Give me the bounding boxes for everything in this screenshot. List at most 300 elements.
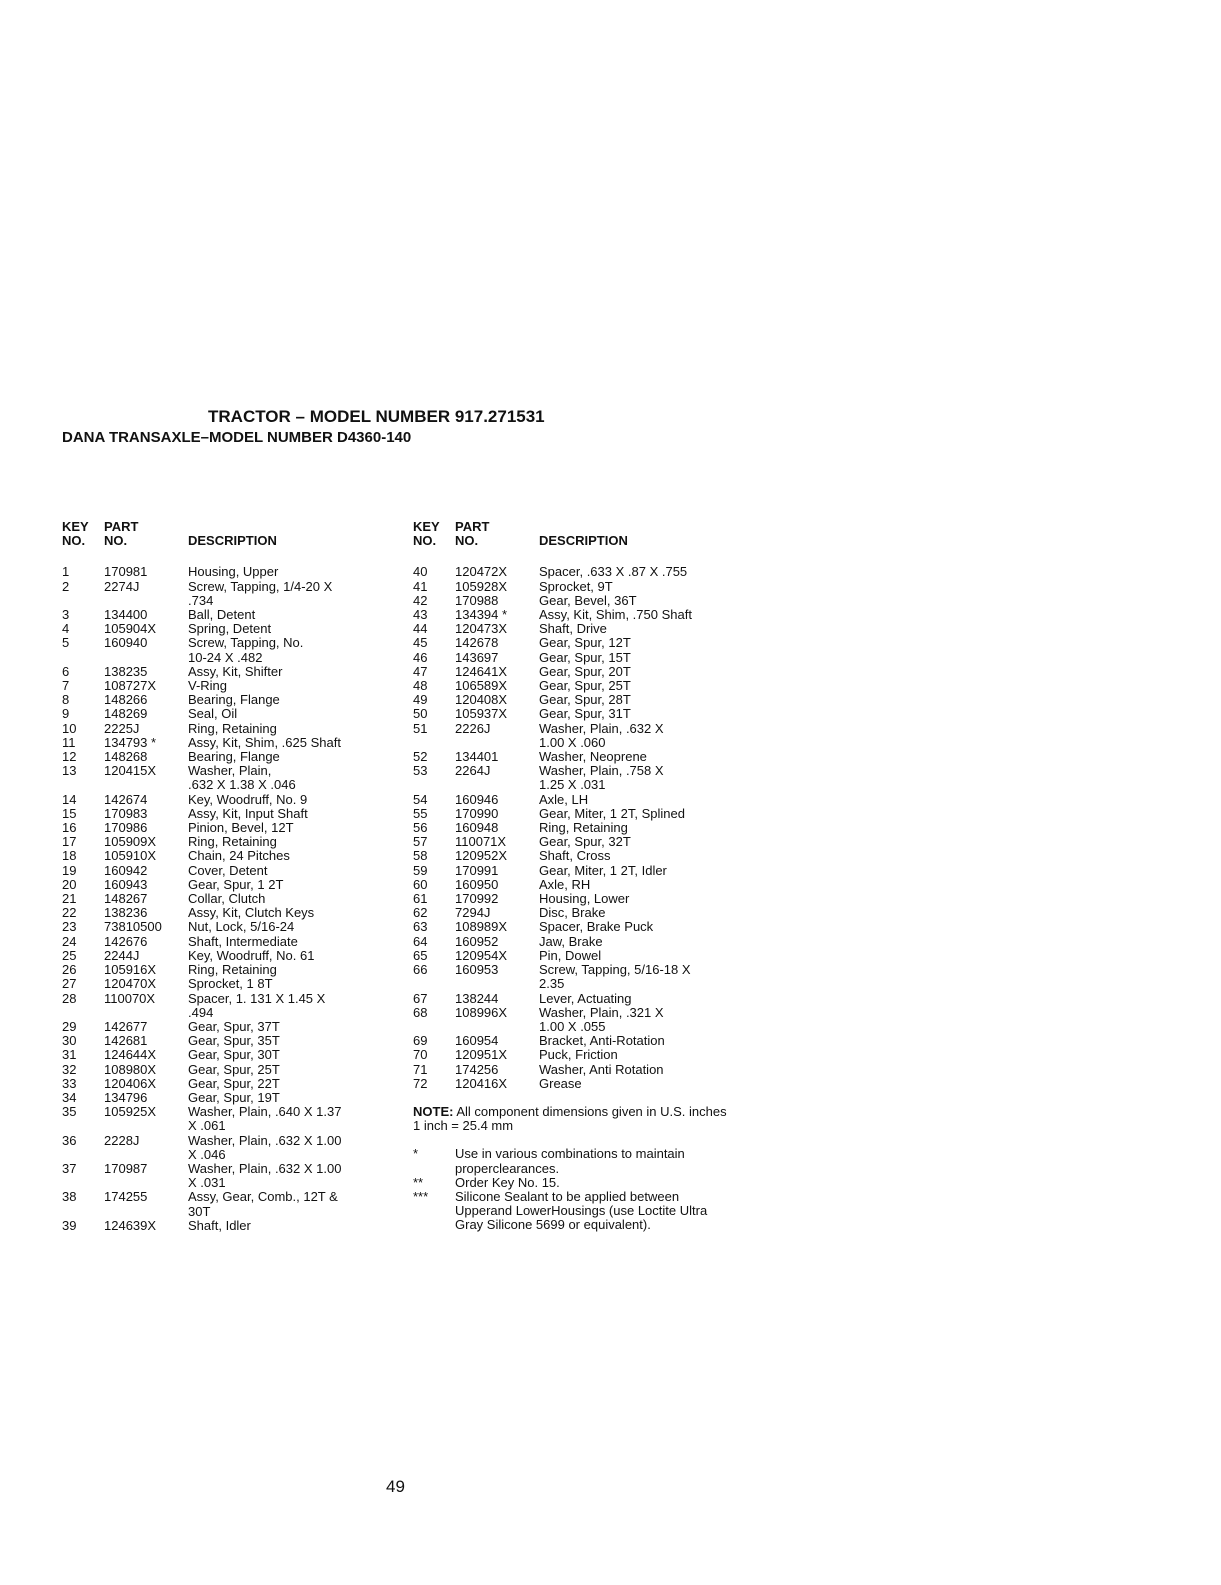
table-row [413, 608, 743, 622]
part-number: 106589X [455, 678, 508, 694]
part-number: 120415X [104, 763, 157, 779]
key-number: 31 [62, 1047, 77, 1063]
key-number: 30 [62, 1033, 77, 1049]
part-description: Gear, Spur, 20T [539, 663, 631, 679]
key-number: 21 [62, 891, 77, 907]
part-number: 138235 [104, 663, 148, 679]
key-number: 41 [413, 578, 428, 594]
key-number: 62 [413, 905, 428, 921]
key-number: 14 [62, 791, 77, 807]
part-description: Gear, Miter, 1 2T, Splined [539, 805, 685, 821]
key-number: 68 [413, 1004, 428, 1020]
key-number: 56 [413, 820, 428, 836]
part-description: Screw, Tapping, 1/4-20 X .734 [188, 578, 333, 608]
table-row [62, 679, 392, 693]
part-number: 120473X [455, 621, 508, 637]
part-description: Screw, Tapping, 5/16-18 X 2.35 [539, 962, 691, 992]
parts-rows-left [62, 565, 392, 1233]
part-description: Washer, Plain, .758 X 1.25 X .031 [539, 763, 664, 793]
table-row [413, 679, 743, 693]
part-number: 120952X [455, 848, 508, 864]
table-row [413, 807, 743, 821]
key-number: 50 [413, 706, 428, 722]
part-description: Seal, Oil [188, 706, 238, 722]
part-description: Housing, Upper [188, 564, 279, 580]
part-description: Assy, Gear, Comb., 12T & 30T [188, 1189, 338, 1219]
key-number: 37 [62, 1160, 77, 1176]
key-number: 38 [62, 1189, 77, 1205]
part-description: Sprocket, 9T [539, 578, 613, 594]
part-description: Bearing, Flange [188, 749, 280, 765]
part-number: 134394 * [455, 607, 508, 623]
part-description: Shaft, Drive [539, 621, 607, 637]
key-number: 53 [413, 763, 428, 779]
table-row [62, 608, 392, 622]
key-number: 39 [62, 1217, 77, 1233]
part-header-1: PART [455, 519, 490, 534]
part-number: 142678 [455, 635, 499, 651]
table-row [413, 764, 743, 792]
part-description: Shaft, Cross [539, 848, 611, 864]
part-number: 142681 [104, 1033, 148, 1049]
key-number: 1 [62, 564, 70, 580]
table-row [62, 736, 392, 750]
part-number: 120951X [455, 1047, 508, 1063]
part-description: Collar, Clutch [188, 891, 266, 907]
part-description: Ball, Detent [188, 607, 256, 623]
table-row [413, 1077, 743, 1091]
key-number: 65 [413, 947, 428, 963]
part-number: 134796 [104, 1089, 148, 1105]
part-number: 110071X [455, 834, 507, 850]
part-number: 160942 [104, 862, 148, 878]
table-row [62, 864, 392, 878]
part-number: 148266 [104, 692, 148, 708]
footnote-text: Silicone Sealant to be applied between Upperand LowerHousings (use Loctite Ultra Gray Silicone 5699 or equivalent). [455, 1188, 708, 1233]
key-number: 49 [413, 692, 428, 708]
part-description: Disc, Brake [539, 905, 606, 921]
part-description: Gear, Spur, 32T [539, 834, 631, 850]
part-number: 120472X [455, 564, 508, 580]
table-row [62, 1190, 392, 1218]
table-row [62, 1219, 392, 1233]
description-header: DESCRIPTION [188, 533, 277, 549]
footnote-symbol: * [413, 1146, 419, 1162]
table-row [62, 977, 392, 991]
part-description: Spacer, Brake Puck [539, 919, 654, 935]
table-row [62, 722, 392, 736]
part-number: 138244 [455, 990, 499, 1006]
table-row [413, 1006, 743, 1034]
part-number: 148268 [104, 749, 148, 765]
note-text: All component dimensions given in U.S. inches 1 inch = 25.4 mm [413, 1103, 727, 1134]
key-number: 52 [413, 749, 428, 765]
part-number: 160948 [455, 820, 499, 836]
part-description: Washer, Plain, .632 X 1.38 X .046 [188, 763, 296, 793]
table-row [62, 1034, 392, 1048]
part-description: Washer, Neoprene [539, 749, 647, 765]
part-description: Gear, Spur, 15T [539, 649, 631, 665]
part-description: Spacer, .633 X .87 X .755 [539, 564, 688, 580]
key-number: 40 [413, 564, 428, 580]
table-row [62, 793, 392, 807]
table-row [413, 878, 743, 892]
part-description: Bracket, Anti-Rotation [539, 1033, 665, 1049]
part-description: Gear, Spur, 28T [539, 692, 631, 708]
footnote-text: Order Key No. 15. [455, 1174, 560, 1190]
part-number: 142677 [104, 1018, 148, 1034]
part-number: 73810500 [104, 919, 162, 935]
table-row [62, 750, 392, 764]
part-number: 124641X [455, 663, 508, 679]
part-description: Gear, Spur, 25T [188, 1061, 280, 1077]
part-number: 108996X [455, 1004, 508, 1020]
key-header-2: NO. [413, 533, 437, 549]
part-description: Sprocket, 1 8T [188, 976, 273, 992]
parts-list-left [62, 520, 392, 1233]
key-number: 29 [62, 1018, 77, 1034]
part-description: Ring, Retaining [539, 820, 628, 836]
key-number: 19 [62, 862, 77, 878]
table-row [62, 878, 392, 892]
table-row [62, 1162, 392, 1190]
key-number: 58 [413, 848, 428, 864]
part-number: 105925X [104, 1104, 157, 1120]
key-number: 2 [62, 578, 70, 594]
table-row [62, 1091, 392, 1105]
part-description: Assy, Kit, Input Shaft [188, 805, 308, 821]
key-number: 70 [413, 1047, 428, 1063]
table-row [62, 906, 392, 920]
part-number: 124639X [104, 1217, 157, 1233]
table-row [413, 892, 743, 906]
part-number: 160954 [455, 1033, 499, 1049]
key-number: 15 [62, 805, 77, 821]
part-description: Puck, Friction [539, 1047, 618, 1063]
note-label: NOTE: [413, 1103, 454, 1119]
table-row [62, 807, 392, 821]
table-row [413, 722, 743, 750]
key-number: 5 [62, 635, 70, 651]
table-row [413, 750, 743, 764]
part-number: 148269 [104, 706, 148, 722]
part-number: 108989X [455, 919, 508, 935]
table-row [413, 707, 743, 721]
key-number: 35 [62, 1104, 77, 1120]
key-number: 64 [413, 933, 428, 949]
part-description: Gear, Spur, 31T [539, 706, 631, 722]
part-number: 134400 [104, 607, 148, 623]
part-description: Screw, Tapping, No. 10-24 X .482 [188, 635, 304, 665]
part-description: Assy, Kit, Shim, .750 Shaft [539, 607, 692, 623]
part-number: 105937X [455, 706, 508, 722]
key-number: 23 [62, 919, 77, 935]
part-number: 105916X [104, 962, 157, 978]
part-description: Gear, Spur, 1 2T [188, 876, 284, 892]
part-number: 120416X [455, 1075, 508, 1091]
parts-rows-right [413, 565, 743, 1091]
key-number: 25 [62, 947, 77, 963]
key-number: 17 [62, 834, 77, 850]
part-description: Jaw, Brake [539, 933, 603, 949]
part-number: 7294J [455, 905, 491, 921]
key-number: 22 [62, 905, 77, 921]
table-row [62, 835, 392, 849]
table-row [413, 949, 743, 963]
part-number: 134401 [455, 749, 499, 765]
key-number: 36 [62, 1132, 77, 1148]
key-number: 34 [62, 1089, 77, 1105]
key-number: 28 [62, 990, 77, 1006]
key-number: 51 [413, 720, 428, 736]
page-subtitle: DANA TRANSAXLE–MODEL NUMBER D4360-140 [62, 429, 412, 446]
table-row [62, 693, 392, 707]
part-number: 170981 [104, 564, 148, 580]
table-row [62, 1063, 392, 1077]
part-description: Bearing, Flange [188, 692, 280, 708]
key-number: 7 [62, 678, 70, 694]
key-number: 27 [62, 976, 77, 992]
table-row [62, 665, 392, 679]
part-description: Pin, Dowel [539, 947, 602, 963]
part-number: 160943 [104, 876, 148, 892]
key-number: 44 [413, 621, 428, 637]
part-description: V-Ring [188, 678, 228, 694]
part-description: Gear, Spur, 35T [188, 1033, 280, 1049]
part-description: Washer, Plain, .321 X 1.00 X .055 [539, 1004, 664, 1034]
key-number: 43 [413, 607, 428, 623]
key-number: 59 [413, 862, 428, 878]
table-row [413, 1048, 743, 1062]
table-row [62, 821, 392, 835]
table-row [413, 651, 743, 665]
part-description: Housing, Lower [539, 891, 630, 907]
table-row [413, 835, 743, 849]
table-row [413, 693, 743, 707]
table-row [62, 1048, 392, 1062]
key-number: 66 [413, 962, 428, 978]
table-row [413, 665, 743, 679]
table-row [413, 793, 743, 807]
part-description: Gear, Spur, 12T [539, 635, 631, 651]
part-number: 108980X [104, 1061, 157, 1077]
table-row [413, 1034, 743, 1048]
table-row [62, 1020, 392, 1034]
key-number: 3 [62, 607, 70, 623]
part-description: Gear, Spur, 25T [539, 678, 631, 694]
part-number: 105909X [104, 834, 157, 850]
key-number: 61 [413, 891, 428, 907]
part-number: 120406X [104, 1075, 157, 1091]
table-row [413, 622, 743, 636]
key-number: 54 [413, 791, 428, 807]
part-description: Gear, Miter, 1 2T, Idler [539, 862, 667, 878]
footnote [413, 1176, 729, 1190]
part-number: 120408X [455, 692, 508, 708]
part-description: Gear, Spur, 19T [188, 1089, 280, 1105]
part-number: 142674 [104, 791, 148, 807]
footnotes [413, 1147, 729, 1232]
part-description: Shaft, Intermediate [188, 933, 298, 949]
table-row [413, 992, 743, 1006]
table-row [413, 636, 743, 650]
table-row [62, 920, 392, 934]
table-row [62, 963, 392, 977]
part-description: Assy, Kit, Shim, .625 Shaft [188, 734, 341, 750]
key-number: 9 [62, 706, 70, 722]
key-number: 32 [62, 1061, 77, 1077]
part-number: 138236 [104, 905, 148, 921]
part-number: 170987 [104, 1160, 148, 1176]
part-number: 170986 [104, 820, 148, 836]
part-number: 148267 [104, 891, 148, 907]
part-description: Shaft, Idler [188, 1217, 251, 1233]
key-number: 63 [413, 919, 428, 935]
column-headers [62, 520, 392, 548]
table-row [62, 892, 392, 906]
table-row [62, 935, 392, 949]
table-row [62, 1134, 392, 1162]
part-description: Washer, Plain, .632 X 1.00 X .031 [188, 1160, 342, 1191]
part-number: 174255 [104, 1189, 148, 1205]
key-number: 67 [413, 990, 428, 1006]
page-number: 49 [386, 1477, 405, 1496]
part-description: Pinion, Bevel, 12T [188, 820, 294, 836]
table-row [62, 764, 392, 792]
key-number: 72 [413, 1075, 428, 1091]
part-number: 108727X [104, 678, 157, 694]
part-number: 2226J [455, 720, 491, 736]
key-number: 60 [413, 876, 428, 892]
table-row [62, 565, 392, 579]
page-title: TRACTOR – MODEL NUMBER 917.271531 [208, 407, 545, 426]
part-number: 134793 * [104, 734, 157, 750]
key-number: 69 [413, 1033, 428, 1049]
key-number: 45 [413, 635, 428, 651]
part-description: Washer, Plain, .632 X 1.00 X .060 [539, 720, 664, 750]
key-number: 24 [62, 933, 77, 949]
table-row [62, 707, 392, 721]
table-row [413, 565, 743, 579]
part-description: Key, Woodruff, No. 9 [188, 791, 308, 807]
footnote-symbol: ** [413, 1174, 424, 1190]
part-description: Assy, Kit, Clutch Keys [188, 905, 315, 921]
key-header-1: KEY [62, 519, 89, 534]
table-row [62, 1105, 392, 1133]
part-description: Gear, Spur, 22T [188, 1075, 280, 1091]
part-number: 120954X [455, 947, 508, 963]
part-description: Assy, Kit, Shifter [188, 663, 283, 679]
key-header-1: KEY [413, 519, 440, 534]
part-number: 170991 [455, 862, 499, 878]
part-number: 143697 [455, 649, 499, 665]
footnote-text: Use in various combinations to maintain properclearances. [455, 1146, 685, 1176]
description-header: DESCRIPTION [539, 533, 628, 549]
part-description: Key, Woodruff, No. 61 [188, 947, 315, 963]
key-number: 55 [413, 805, 428, 821]
part-number: 120470X [104, 976, 157, 992]
table-row [413, 849, 743, 863]
part-header-2: NO. [104, 533, 128, 549]
part-description: Ring, Retaining [188, 720, 277, 736]
table-row [413, 864, 743, 878]
key-number: 71 [413, 1061, 428, 1077]
part-number: 105910X [104, 848, 157, 864]
table-row [413, 935, 743, 949]
part-description: Chain, 24 Pitches [188, 848, 290, 864]
key-number: 20 [62, 876, 77, 892]
dimension-note [413, 1105, 729, 1133]
key-number: 48 [413, 678, 428, 694]
part-description: Washer, Plain, .640 X 1.37 X .061 [188, 1104, 342, 1134]
key-number: 47 [413, 663, 428, 679]
notes-section [413, 1105, 729, 1233]
part-description: Gear, Bevel, 36T [539, 592, 637, 608]
part-description: Axle, LH [539, 791, 589, 807]
part-description: Gear, Spur, 30T [188, 1047, 280, 1063]
key-number: 12 [62, 749, 77, 765]
part-number: 160940 [104, 635, 148, 651]
key-number: 6 [62, 663, 70, 679]
key-number: 11 [62, 734, 76, 750]
part-number: 142676 [104, 933, 148, 949]
part-number: 160953 [455, 962, 499, 978]
part-number: 2274J [104, 578, 140, 594]
footnote-symbol: *** [413, 1188, 429, 1204]
table-row [413, 594, 743, 608]
part-description: Grease [539, 1075, 582, 1091]
part-number: 160946 [455, 791, 499, 807]
table-row [413, 821, 743, 835]
key-number: 8 [62, 692, 70, 708]
table-row [62, 949, 392, 963]
key-number: 46 [413, 649, 428, 665]
part-description: Spring, Detent [188, 621, 272, 637]
part-number: 170988 [455, 592, 499, 608]
part-description: Washer, Plain, .632 X 1.00 X .046 [188, 1132, 342, 1162]
column-headers [413, 520, 743, 548]
table-row [413, 1063, 743, 1077]
key-number: 13 [62, 763, 77, 779]
key-number: 57 [413, 834, 428, 850]
part-number: 124644X [104, 1047, 157, 1063]
part-number: 105904X [104, 621, 157, 637]
key-number: 16 [62, 820, 77, 836]
table-row [413, 963, 743, 991]
key-number: 42 [413, 592, 428, 608]
table-row [62, 622, 392, 636]
part-number: 110070X [104, 990, 156, 1006]
part-description: Lever, Actuating [539, 990, 632, 1006]
part-description: Nut, Lock, 5/16-24 [188, 919, 295, 935]
part-number: 170990 [455, 805, 499, 821]
table-row [413, 920, 743, 934]
part-number: 2244J [104, 947, 140, 963]
part-number: 105928X [455, 578, 508, 594]
footnote [413, 1147, 729, 1175]
part-number: 2228J [104, 1132, 140, 1148]
key-number: 33 [62, 1075, 77, 1091]
part-number: 170983 [104, 805, 148, 821]
table-row [413, 580, 743, 594]
key-number: 10 [62, 720, 77, 736]
table-row [62, 992, 392, 1020]
part-description: Ring, Retaining [188, 962, 277, 978]
table-row [413, 906, 743, 920]
part-description: Cover, Detent [188, 862, 268, 878]
part-description: Gear, Spur, 37T [188, 1018, 280, 1034]
key-number: 26 [62, 962, 77, 978]
